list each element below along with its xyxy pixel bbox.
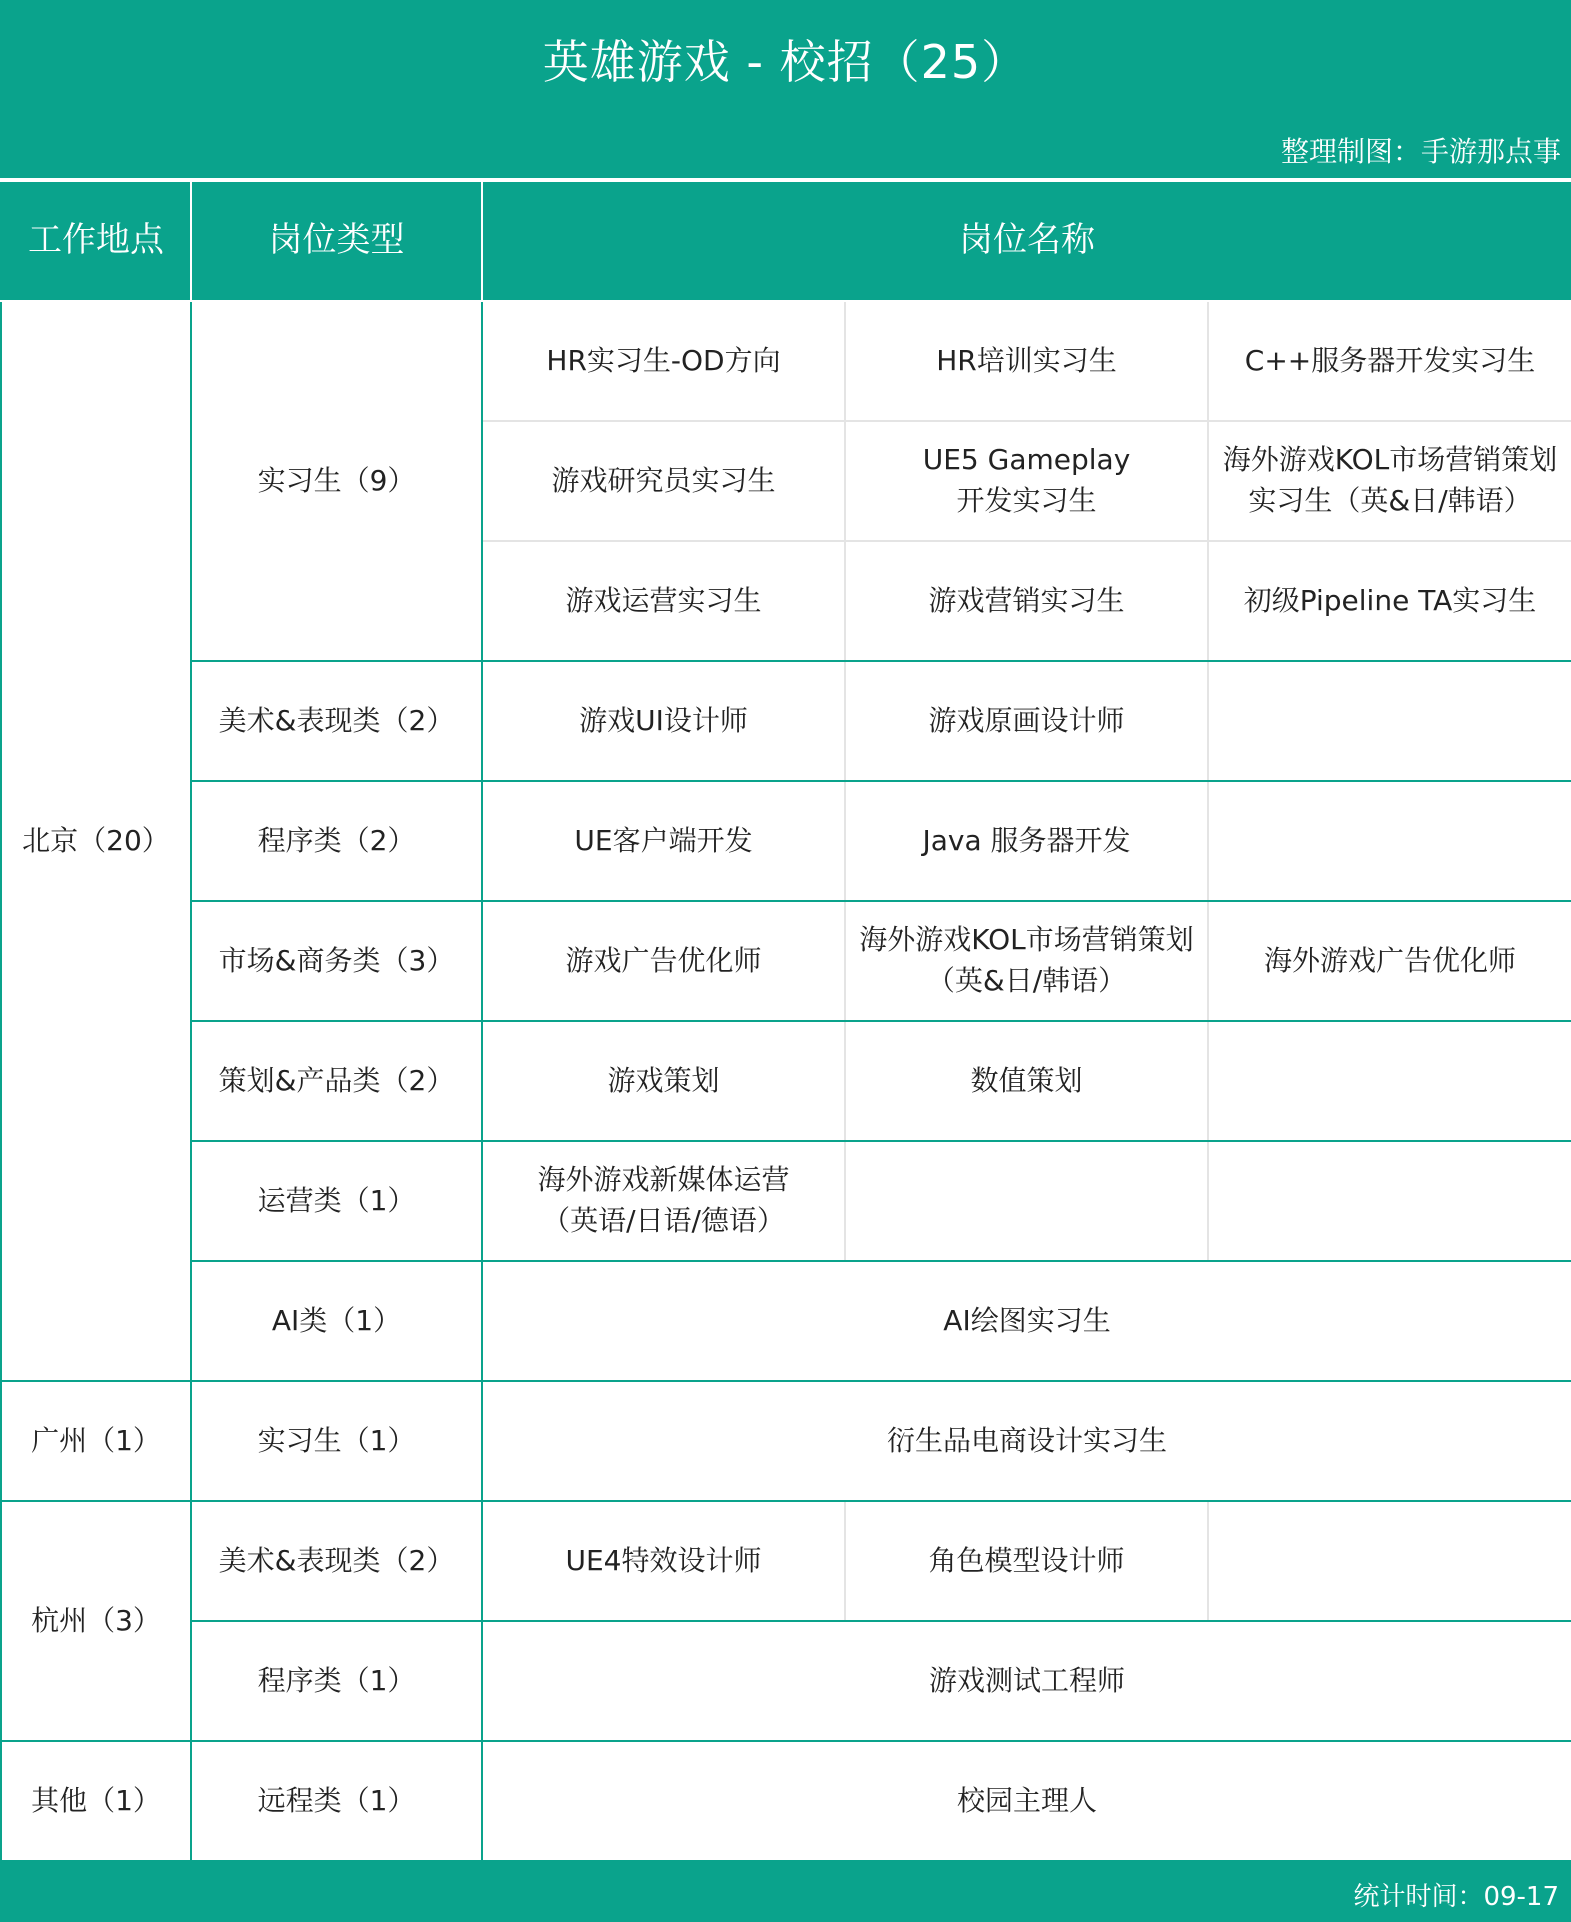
job-cell: 游戏原画设计师	[845, 661, 1208, 781]
table-row	[1, 1021, 1571, 1141]
table-row	[1, 1261, 1571, 1381]
location-cell: 广州（1）	[1, 1381, 191, 1501]
location-cell: 北京（20）	[1, 301, 191, 1381]
category-cell: 实习生（1）	[191, 1381, 482, 1501]
category-cell: 市场&商务类（3）	[191, 901, 482, 1021]
job-cell: AI绘图实习生	[482, 1261, 1571, 1381]
table-row	[1, 1741, 1571, 1861]
job-cell: 游戏运营实习生	[482, 541, 845, 661]
job-cell: HR培训实习生	[845, 301, 1208, 421]
job-cell: 游戏研究员实习生	[482, 421, 845, 541]
category-cell: 美术&表现类（2）	[191, 661, 482, 781]
job-cell: 初级Pipeline TA实习生	[1208, 541, 1571, 661]
job-cell: UE4特效设计师	[482, 1501, 845, 1621]
job-cell: 衍生品电商设计实习生	[482, 1381, 1571, 1501]
job-cell	[1208, 1021, 1571, 1141]
job-cell: HR实习生-OD方向	[482, 301, 845, 421]
job-cell: 游戏广告优化师	[482, 901, 845, 1021]
job-cell: Java 服务器开发	[845, 781, 1208, 901]
column-header-type: 岗位类型	[191, 181, 482, 301]
job-cell: 游戏UI设计师	[482, 661, 845, 781]
category-cell: 程序类（2）	[191, 781, 482, 901]
job-cell	[845, 1141, 1208, 1261]
category-cell: 策划&产品类（2）	[191, 1021, 482, 1141]
job-cell: 游戏策划	[482, 1021, 845, 1141]
job-cell: 数值策划	[845, 1021, 1208, 1141]
stat-time: 统计时间：09-17	[1353, 1882, 1559, 1912]
table-row	[1, 1381, 1571, 1501]
job-cell: C++服务器开发实习生	[1208, 301, 1571, 421]
column-header-job: 岗位名称	[482, 181, 1571, 301]
job-cell	[1208, 781, 1571, 901]
job-cell: 游戏营销实习生	[845, 541, 1208, 661]
credit-text: 整理制图：手游那点事	[1280, 135, 1561, 168]
category-cell: 运营类（1）	[191, 1141, 482, 1261]
job-cell: 海外游戏KOL市场营销策划 实习生（英&日/韩语）	[1208, 421, 1571, 541]
category-cell: 程序类（1）	[191, 1621, 482, 1741]
category-cell: 远程类（1）	[191, 1741, 482, 1861]
column-header-location: 工作地点	[1, 181, 191, 301]
location-cell: 杭州（3）	[1, 1501, 191, 1741]
job-cell	[1208, 1501, 1571, 1621]
table-row	[1, 1141, 1571, 1261]
table-row	[1, 1621, 1571, 1741]
table-row	[1, 901, 1571, 1021]
job-cell: 海外游戏广告优化师	[1208, 901, 1571, 1021]
table-header-row	[1, 181, 1571, 301]
table-row	[1, 301, 1571, 421]
job-cell: UE客户端开发	[482, 781, 845, 901]
title-bar	[0, 0, 1571, 180]
job-cell: UE5 Gameplay 开发实习生	[845, 421, 1208, 541]
table-row	[1, 1501, 1571, 1621]
job-cell	[1208, 661, 1571, 781]
table-row	[1, 661, 1571, 781]
job-cell: 校园主理人	[482, 1741, 1571, 1861]
location-cell: 其他（1）	[1, 1741, 191, 1861]
job-cell: 海外游戏新媒体运营 （英语/日语/德语）	[482, 1141, 845, 1261]
footer-bar	[0, 1862, 1571, 1922]
jobs-table	[0, 180, 1571, 1862]
table-row	[1, 781, 1571, 901]
job-cell	[1208, 1141, 1571, 1261]
page-title: 英雄游戏 - 校招（25）	[542, 35, 1029, 89]
category-cell: 实习生（9）	[191, 301, 482, 661]
job-cell: 游戏测试工程师	[482, 1621, 1571, 1741]
category-cell: 美术&表现类（2）	[191, 1501, 482, 1621]
category-cell: AI类（1）	[191, 1261, 482, 1381]
job-cell: 海外游戏KOL市场营销策划 （英&日/韩语）	[845, 901, 1208, 1021]
job-cell: 角色模型设计师	[845, 1501, 1208, 1621]
